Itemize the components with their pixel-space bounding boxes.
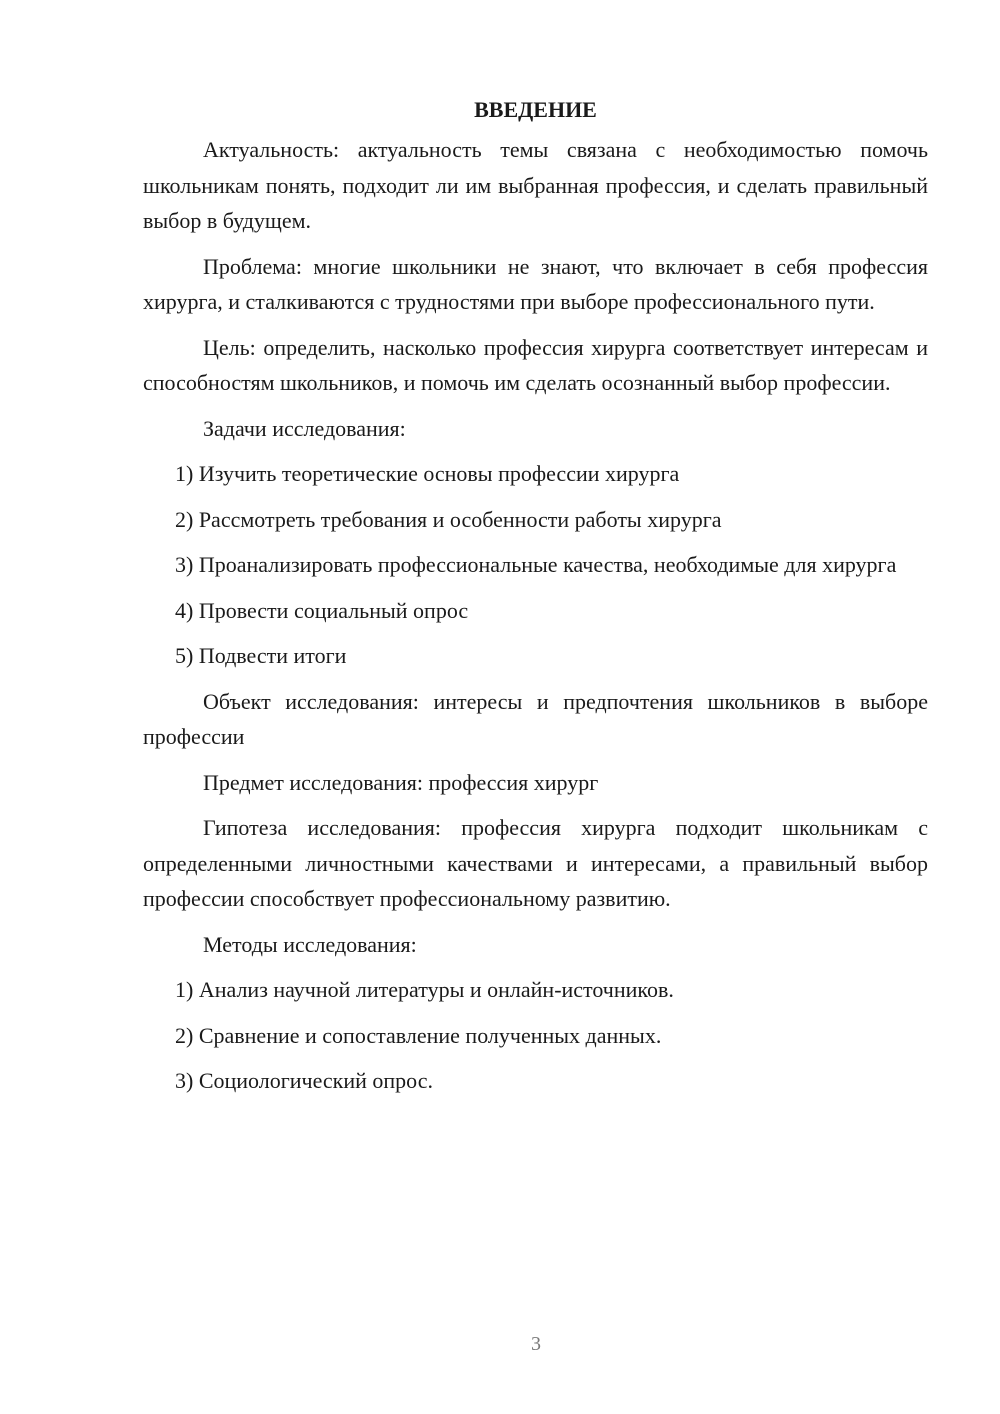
task-item: 4) Провести социальный опрос [175,597,469,623]
hypothesis-paragraph: Гипотеза исследования: профессия хирурга подходит школьникам с определенными личностными качествами и интересами, а правильный выбор профессии способствует профессиональному развитию. [143,815,928,911]
object-paragraph: Объект исследования: интересы и предпочтения школьников в выборе профессии [143,688,928,749]
relevance-paragraph: Актуальность: актуальность темы связана с необходимостью помочь школьникам понять, подходит ли им выбранная профессия, и сделать правильный выбор в будущем. [143,137,928,233]
task-item: 5) Подвести итоги [175,643,347,668]
tasks-title: Задачи исследования: [203,415,406,441]
section-heading: ВВЕДЕНИЕ [474,97,597,122]
method-item: 1) Анализ научной литературы и онлайн-источников. [175,977,674,1002]
task-item: 2) Рассмотреть требования и особенности работы хирурга [175,506,722,532]
task-item: 1) Изучить теоретические основы профессии хирурга [175,461,680,486]
document-page [143,92,928,1109]
task-item: 3) Проанализировать профессиональные качества, необходимые для хирурга [175,552,897,577]
methods-title: Методы исследования: [203,931,417,957]
method-item: 3) Социологический опрос. [175,1068,433,1093]
goal-paragraph: Цель: определить, насколько профессия хирурга соответствует интересам и способностям школьников, и помочь им сделать осознанный выбор профессии. [143,334,928,395]
problem-paragraph: Проблема: многие школьники не знают, что включает в себя профессия хирурга, и сталкиваются с трудностями при выборе профессионального пути. [143,253,928,314]
subject-paragraph: Предмет исследования: профессия хирург [203,769,599,795]
method-item: 2) Сравнение и сопоставление полученных данных. [175,1022,662,1048]
page-number: 3 [531,1333,541,1355]
